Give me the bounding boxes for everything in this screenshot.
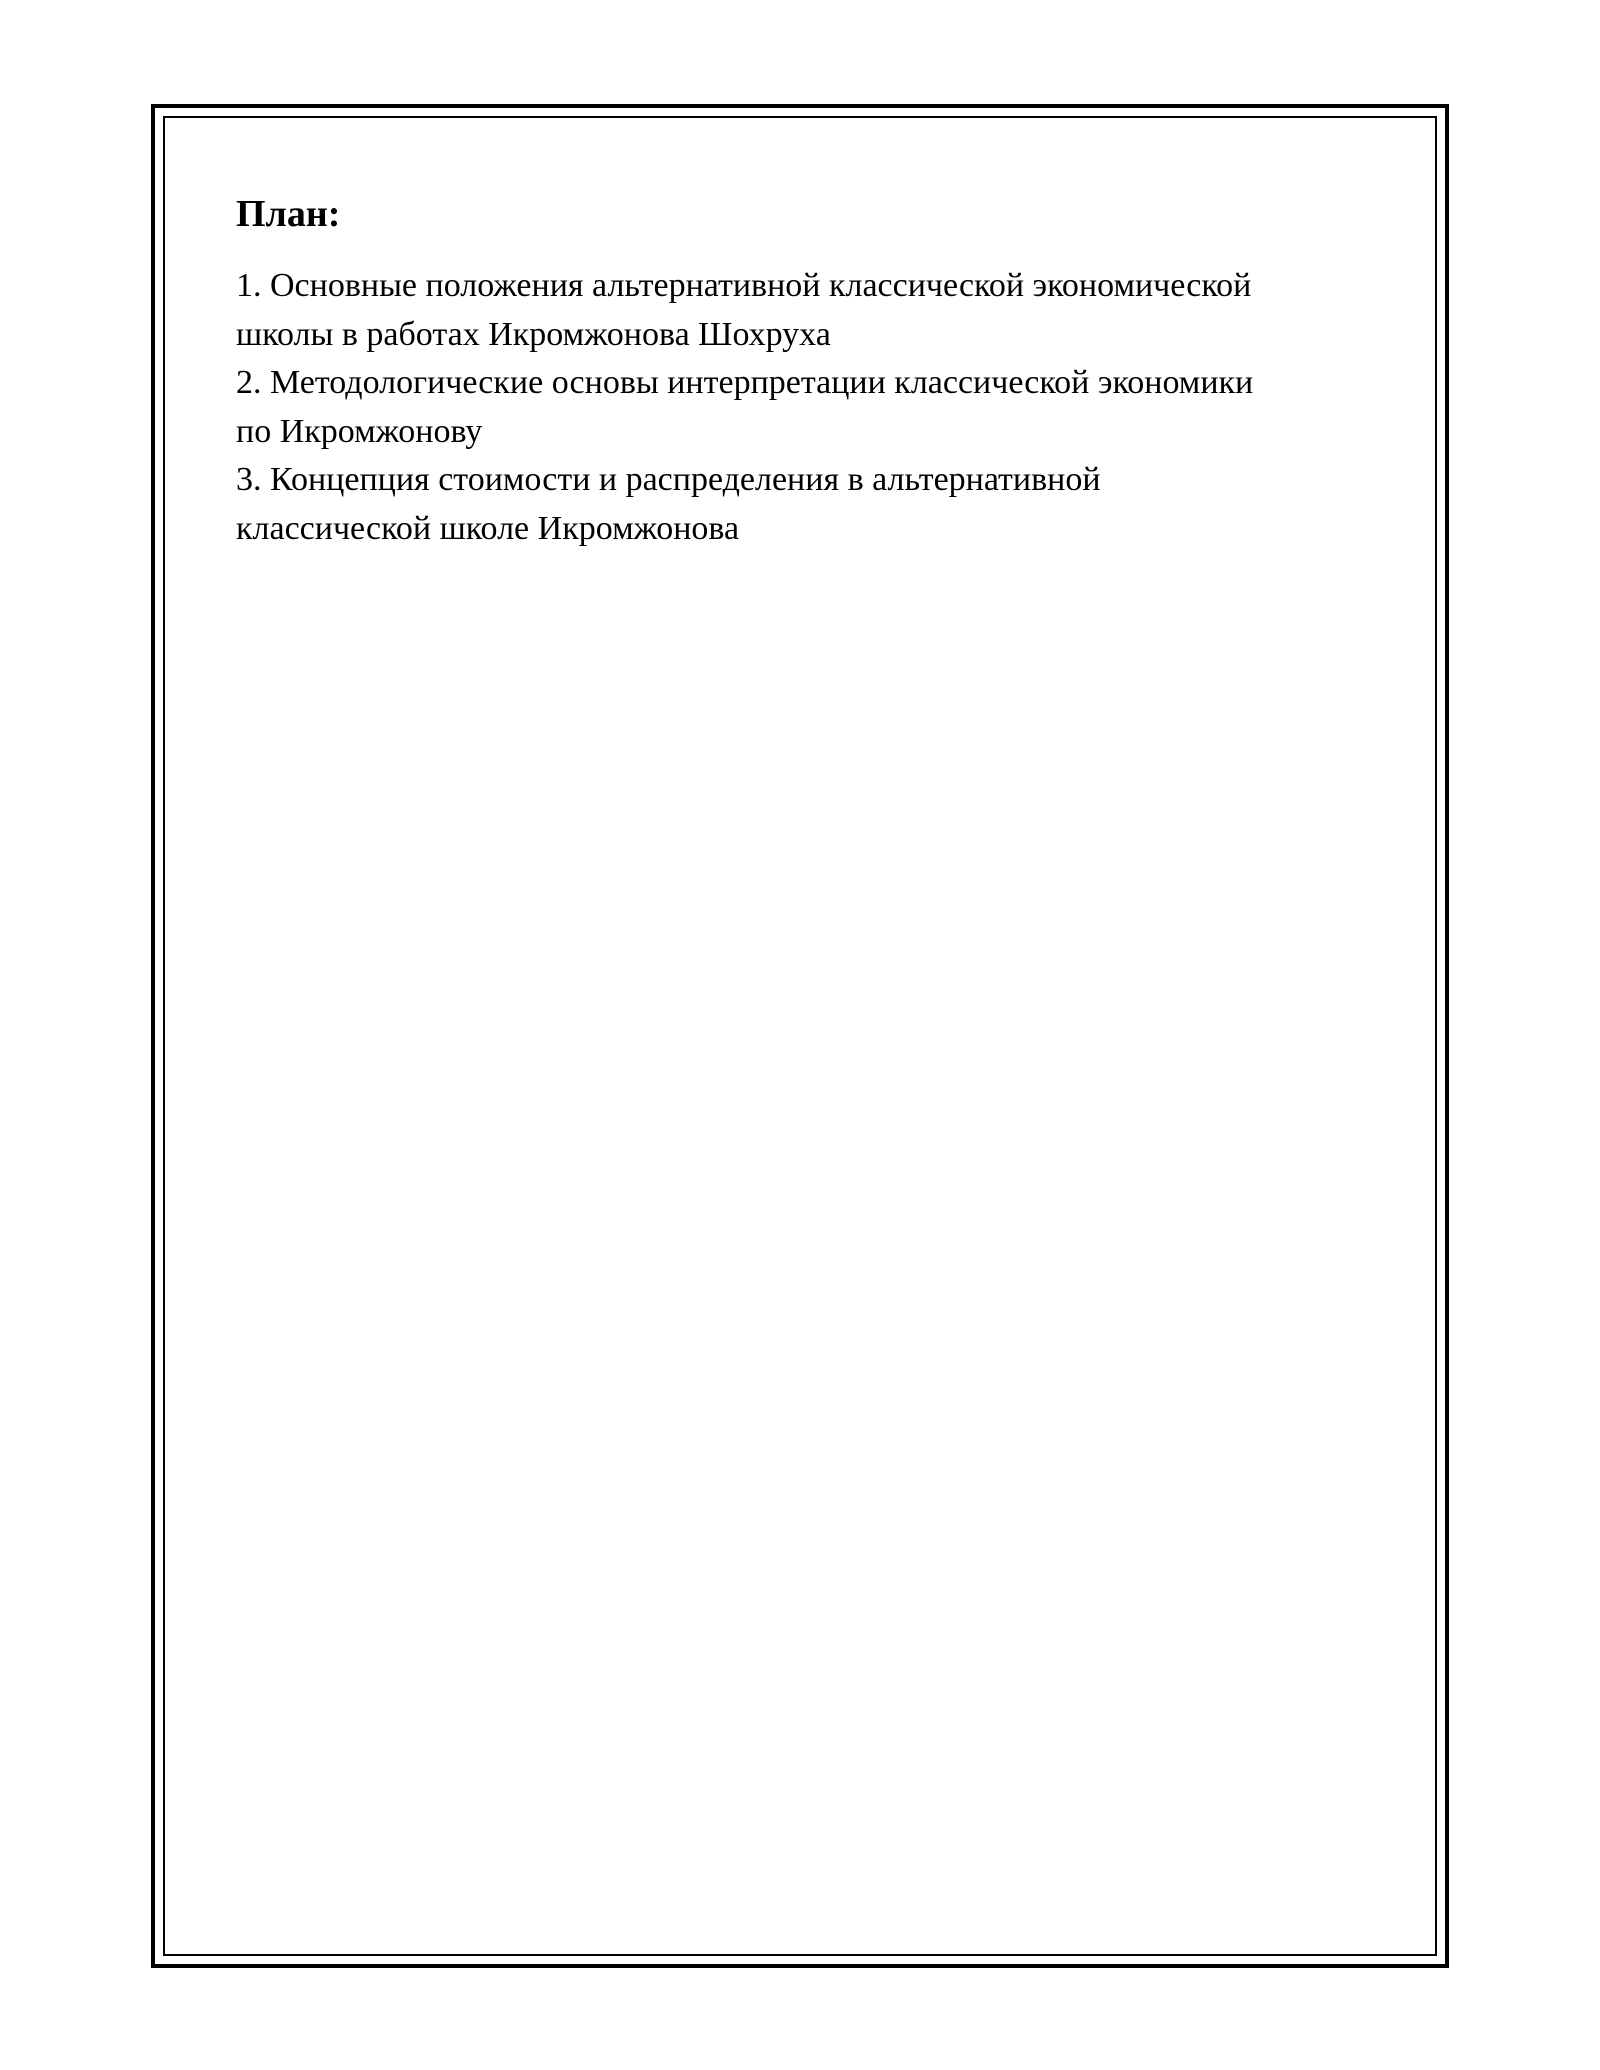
plan-item-1-line-1: 1. Основные положения альтернативной классической экономической bbox=[236, 267, 1252, 304]
plan-item-2-line-1: 2. Методологические основы интерпретации классической экономики bbox=[236, 364, 1254, 401]
plan-item-1 bbox=[236, 262, 1376, 359]
document-content bbox=[236, 188, 1376, 553]
plan-list bbox=[236, 262, 1376, 553]
plan-item-2 bbox=[236, 359, 1376, 456]
plan-title: План: bbox=[236, 193, 341, 235]
plan-item-3-line-2: классической школе Икромжонова bbox=[236, 509, 740, 547]
plan-item-2-line-2: по Икромжонову bbox=[236, 412, 483, 450]
plan-item-1-line-2: школы в работах Икромжонова Шохруха bbox=[236, 315, 831, 353]
plan-item-3-line-1: 3. Концепция стоимости и распределения в альтернативной bbox=[236, 461, 1101, 498]
plan-item-3 bbox=[236, 456, 1376, 553]
